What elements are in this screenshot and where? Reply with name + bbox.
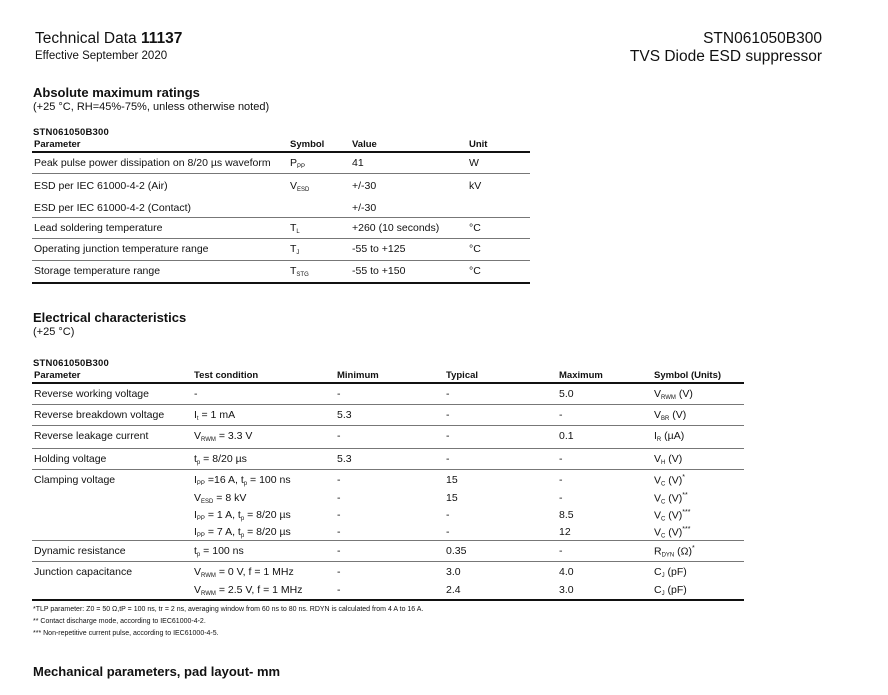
elec-cell-parameter: Reverse leakage current xyxy=(34,430,149,442)
elec-table-row xyxy=(32,505,744,522)
elec-table-row xyxy=(32,470,744,488)
abs-col-value: Value xyxy=(352,139,377,150)
elec-cell-min: - xyxy=(337,430,341,442)
elec-cell-min: - xyxy=(337,584,341,596)
elec-cell-typ: - xyxy=(446,526,450,538)
elec-col-test: Test condition xyxy=(194,370,259,381)
elec-section-title: Electrical characteristics xyxy=(33,310,187,325)
footnote-3: *** Non-repetitive current pulse, according to IEC61000-4-5. xyxy=(33,630,219,637)
elec-cell-max: 12 xyxy=(559,526,571,538)
abs-cell-parameter: Lead soldering temperature xyxy=(34,222,163,234)
elec-cell-symbol: $V_C$ (V)*** xyxy=(654,526,691,540)
abs-table-row xyxy=(32,174,530,198)
elec-table-row xyxy=(32,580,744,601)
elec-col-symbol: Symbol (Units) xyxy=(654,370,722,381)
elec-cell-min: - xyxy=(337,526,341,538)
footnote-2: ** Contact discharge mode, according to IEC61000-4-2. xyxy=(33,618,206,625)
elec-cell-symbol: $V_{RWM}$ (V) xyxy=(654,388,693,401)
elec-cell-min: - xyxy=(337,545,341,557)
abs-section-title: Absolute maximum ratings xyxy=(33,85,200,100)
elec-cell-min: - xyxy=(337,388,341,400)
elec-cell-test: $V_{RWM} = 0$ V, f = 1 MHz xyxy=(194,566,294,579)
part-number: STN061050B300 xyxy=(703,30,822,47)
abs-cell-parameter: Peak pulse power dissipation on 8/20 µs waveform xyxy=(34,157,271,169)
abs-cell-parameter: Operating junction temperature range xyxy=(34,243,209,255)
elec-cell-max: - xyxy=(559,545,563,557)
elec-cell-max: 5.0 xyxy=(559,388,574,400)
elec-cell-test: $I_{PP} = 1$ A, $t_p = 8/20$ µs xyxy=(194,509,291,522)
abs-cell-unit: W xyxy=(469,157,479,169)
elec-table-row xyxy=(32,562,744,580)
elec-cell-max: 0.1 xyxy=(559,430,574,442)
abs-table-row xyxy=(32,153,530,174)
elec-cell-test: - xyxy=(194,388,198,400)
elec-cell-typ: 15 xyxy=(446,492,458,504)
abs-cell-value: -55 to +125 xyxy=(352,243,406,255)
elec-cell-test: $V_{ESD} = 8$ kV xyxy=(194,492,247,505)
abs-cell-parameter: ESD per IEC 61000-4-2 (Contact) xyxy=(34,202,191,214)
abs-cell-unit: °C xyxy=(469,265,481,277)
elec-cell-symbol: $V_C$ (V)* xyxy=(654,474,686,488)
elec-cell-min: 5.3 xyxy=(337,453,352,465)
elec-table-row xyxy=(32,449,744,470)
abs-conditions: (+25 °C, RH=45%-75%, unless otherwise noted) xyxy=(33,101,270,113)
elec-cell-typ: 2.4 xyxy=(446,584,461,596)
abs-table-header xyxy=(32,138,530,153)
document-number: 11137 xyxy=(140,30,183,47)
elec-cell-typ: - xyxy=(446,509,450,521)
abs-cell-value: +/-30 xyxy=(352,180,377,192)
abs-cell-symbol: $P_{PP}$ xyxy=(290,157,306,170)
elec-cell-test: $t_p = 100$ ns xyxy=(194,545,244,558)
abs-cell-value: -55 to +150 xyxy=(352,265,406,277)
abs-col-parameter: Parameter xyxy=(34,139,81,150)
elec-table-row xyxy=(32,405,744,426)
elec-cell-max: - xyxy=(559,409,563,421)
elec-table-row xyxy=(32,541,744,562)
elec-table-body xyxy=(32,384,744,601)
elec-cell-typ: 15 xyxy=(446,474,458,486)
abs-cell-parameter: ESD per IEC 61000-4-2 (Air) xyxy=(34,180,168,192)
elec-cell-test: $I_{PP} = 7$ A, $t_p = 8/20$ µs xyxy=(194,526,291,539)
abs-cell-symbol: $V_{ESD}$ xyxy=(290,180,310,193)
elec-cell-symbol: $V_{BR}$ (V) xyxy=(654,409,687,422)
elec-cell-symbol: $V_H$ (V) xyxy=(654,453,683,466)
elec-cell-parameter: Reverse working voltage xyxy=(34,388,149,400)
abs-table-row xyxy=(32,239,530,261)
elec-cell-test: $t_p = 8/20$ µs xyxy=(194,453,247,466)
elec-col-parameter: Parameter xyxy=(34,370,81,381)
elec-cell-parameter: Clamping voltage xyxy=(34,474,116,486)
elec-cell-min: - xyxy=(337,492,341,504)
elec-cell-typ: - xyxy=(446,409,450,421)
abs-cell-symbol: $T_{STG}$ xyxy=(290,265,309,278)
abs-cell-symbol: $T_L$ xyxy=(290,222,300,235)
elec-table-row xyxy=(32,384,744,405)
abs-part-label: STN061050B300 xyxy=(33,127,110,138)
elec-cell-typ: 0.35 xyxy=(446,545,467,557)
elec-cell-min: - xyxy=(337,509,341,521)
elec-cell-max: 8.5 xyxy=(559,509,574,521)
elec-cell-symbol: $C_J$ (pF) xyxy=(654,584,687,597)
elec-cell-max: - xyxy=(559,474,563,486)
abs-ratings-table xyxy=(32,138,530,284)
elec-cell-typ: 3.0 xyxy=(446,566,461,578)
elec-cell-min: 5.3 xyxy=(337,409,352,421)
abs-cell-value: +/-30 xyxy=(352,202,377,214)
abs-cell-value: +260 (10 seconds) xyxy=(352,222,440,234)
elec-cell-symbol: $I_R$ (µA) xyxy=(654,430,685,443)
elec-cell-max: - xyxy=(559,492,563,504)
elec-cell-test: $V_{RWM} = 3.3$ V xyxy=(194,430,253,443)
elec-cell-parameter: Reverse breakdown voltage xyxy=(34,409,165,421)
elec-cell-min: - xyxy=(337,566,341,578)
elec-cell-test: $I_t = 1$ mA xyxy=(194,409,236,422)
effective-date: Effective September 2020 xyxy=(35,50,168,62)
elec-cell-max: - xyxy=(559,453,563,465)
elec-col-min: Minimum xyxy=(337,370,379,381)
elec-table-row xyxy=(32,488,744,505)
document-title xyxy=(35,30,182,48)
elec-cell-max: 3.0 xyxy=(559,584,574,596)
abs-cell-unit: kV xyxy=(469,180,482,192)
abs-cell-unit: °C xyxy=(469,243,481,255)
elec-table-row xyxy=(32,426,744,449)
elec-cell-typ: - xyxy=(446,388,450,400)
elec-part-label: STN061050B300 xyxy=(33,358,110,369)
elec-cell-symbol: $R_{DYN}$ (Ω)* xyxy=(654,545,695,559)
elec-cell-min: - xyxy=(337,474,341,486)
abs-cell-value: 41 xyxy=(352,157,364,169)
abs-table-row xyxy=(32,198,530,218)
elec-col-max: Maximum xyxy=(559,370,603,381)
abs-table-row xyxy=(32,261,530,284)
document-title-prefix: Technical Data xyxy=(35,30,137,47)
elec-cell-typ: - xyxy=(446,453,450,465)
elec-cell-test: $I_{PP} =16$ A, $t_p = 100$ ns xyxy=(194,474,291,487)
product-type: TVS Diode ESD suppressor xyxy=(629,48,822,65)
elec-cell-typ: - xyxy=(446,430,450,442)
elec-cell-parameter: Junction capacitance xyxy=(34,566,133,578)
elec-col-typ: Typical xyxy=(446,370,479,381)
abs-table-row xyxy=(32,218,530,239)
abs-col-unit: Unit xyxy=(469,139,488,150)
footnote-1: *TLP parameter: Z0 = 50 Ω,tP = 100 ns, tr = 2 ns, averaging window from 60 ns to 80 ns. RDYN is calculated from 4 A to 16 A. xyxy=(33,606,424,613)
abs-table-body xyxy=(32,153,530,284)
elec-table-header xyxy=(32,369,744,384)
electrical-table xyxy=(32,369,744,601)
elec-cell-test: $V_{RWM} = 2.5$ V, f = 1 MHz xyxy=(194,584,303,597)
elec-conditions: (+25 °C) xyxy=(33,326,75,338)
elec-cell-parameter: Dynamic resistance xyxy=(34,545,126,557)
elec-cell-symbol: $V_C$ (V)** xyxy=(654,492,688,506)
abs-cell-unit: °C xyxy=(469,222,481,234)
elec-table-row xyxy=(32,522,744,541)
elec-cell-symbol: $V_C$ (V)*** xyxy=(654,509,691,523)
elec-cell-symbol: $C_J$ (pF) xyxy=(654,566,687,579)
elec-cell-max: 4.0 xyxy=(559,566,574,578)
abs-cell-symbol: $T_J$ xyxy=(290,243,300,256)
elec-cell-parameter: Holding voltage xyxy=(34,453,107,465)
abs-cell-parameter: Storage temperature range xyxy=(34,265,161,277)
mech-section-title: Mechanical parameters, pad layout- mm xyxy=(33,664,281,679)
abs-col-symbol: Symbol xyxy=(290,139,325,150)
